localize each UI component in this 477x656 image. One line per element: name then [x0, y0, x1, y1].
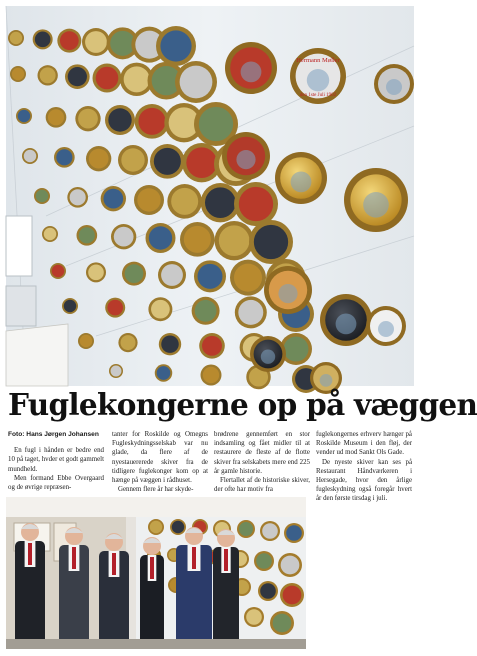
wall-plate	[254, 551, 274, 571]
wall-plate	[111, 224, 136, 249]
wall-plate	[62, 298, 78, 314]
wall-plate	[78, 333, 94, 349]
wall-plate	[38, 65, 58, 85]
article-column-3	[214, 430, 310, 494]
wall-plate	[105, 298, 125, 318]
wall-plate	[201, 365, 222, 386]
wall-plate	[270, 611, 294, 635]
wall-plate	[109, 364, 123, 378]
article-column-4	[316, 430, 412, 504]
wall-plate	[67, 187, 88, 208]
wall-plate	[320, 294, 372, 346]
wall-plate	[366, 306, 406, 346]
wall-plate	[278, 553, 302, 577]
wall-plate	[77, 225, 98, 246]
wall-plate	[42, 226, 58, 242]
wall-plate	[344, 168, 408, 232]
wall-plate	[101, 186, 126, 211]
article-column-1	[8, 430, 104, 492]
person	[59, 527, 89, 649]
wall-plate	[159, 333, 181, 355]
wall-plate	[275, 152, 327, 204]
wall-plate	[264, 266, 312, 314]
wall-plate	[284, 523, 304, 543]
wall-plate	[167, 184, 202, 219]
wall-plate	[230, 260, 266, 296]
wall-plate	[280, 583, 304, 607]
wall-plate	[57, 29, 81, 53]
plate-text-2: den 1ste Juli 1902	[299, 93, 337, 98]
plate-text-1: Hermann Møller	[296, 57, 340, 64]
wall-plate	[134, 185, 164, 215]
wall-plate	[249, 220, 293, 264]
wall-plate	[250, 336, 286, 372]
wall-plate	[46, 107, 67, 128]
wall-plate	[244, 607, 264, 627]
wall-plate	[50, 263, 66, 279]
members-photo	[6, 497, 306, 649]
paragraph: De nyeste skiver kan ses på Restaurant Håndværkeren i Hersegade, hvor den årlige fugleskydning også foregår hvert år den første tirsdag i juli.	[316, 458, 412, 503]
wall-plate	[122, 262, 146, 286]
wall-plate	[260, 521, 280, 541]
paragraph: brødrene gennemført en stor indsamling og fået midler til at restaurere de fleste af de flotte skiver fra selskabets mere end 225 år gamle historie.	[214, 431, 310, 475]
wall-plate	[148, 519, 164, 535]
wall-plate	[86, 262, 106, 282]
wall-plate	[155, 364, 173, 382]
wall-plate	[16, 108, 32, 124]
wall-plate	[118, 333, 137, 352]
article-column-2	[112, 430, 208, 494]
wall-plate	[82, 28, 110, 56]
wall-plate	[135, 104, 170, 139]
paragraph: En fugl i hånden er bedre end 10 på taget, hvder et godt gammelt mundheld.	[8, 447, 104, 473]
wall-plate	[22, 148, 38, 164]
wall-plate	[222, 132, 270, 180]
wall-plate	[180, 222, 215, 257]
wall-plate	[225, 42, 277, 94]
headline: Fuglekongerne op på væggen	[8, 387, 477, 422]
wall-plate	[215, 221, 254, 260]
wall-plate	[146, 223, 176, 253]
wall-plate	[156, 26, 196, 66]
paragraph: Flertallet af de historiske skiver, der ofte har motiv fra	[214, 477, 310, 494]
wall-plate	[75, 106, 100, 131]
wall-plate	[148, 297, 172, 321]
wall-plate	[33, 29, 53, 49]
wall-plate	[374, 64, 414, 104]
wall-plate	[194, 260, 226, 292]
wall-plate	[34, 188, 50, 204]
wall-plate	[65, 64, 90, 89]
paragraph: tanter for Roskilde og Omegns Fugleskydningsselskab var nu glade, da flere af de nyestauererede skiver fra de tidligere fuglekonger kom op at hænge på væggen i rådhuset.	[112, 431, 208, 485]
wall-plate	[10, 66, 26, 82]
wall-plate	[258, 581, 278, 601]
wall-plate	[237, 520, 255, 538]
wall-plate	[175, 61, 217, 103]
wall-of-plates-photo	[6, 6, 414, 386]
paragraph: Men formand Ebbe Overgaard og de øvrige repræsen-	[8, 474, 104, 492]
wall-plate	[54, 147, 75, 168]
photo-credit: Foto: Hans Jørgen Johansen	[8, 431, 99, 438]
wall-plate	[235, 296, 267, 328]
wall-plate	[234, 182, 278, 226]
wall-plate	[8, 30, 24, 46]
paragraph: fuglekongernes erhverv hænger på Roskilde Museum i den fløj, der vender ud mod Sankt Ols Gade.	[316, 431, 412, 457]
person	[15, 523, 45, 649]
wall-plate	[86, 146, 111, 171]
wall-plate	[199, 333, 225, 359]
paragraph: Gennem flere år har skyde-	[118, 486, 194, 494]
person	[176, 527, 212, 649]
wall-plate	[118, 145, 148, 175]
wall-plate	[192, 297, 220, 325]
wall-plate	[150, 144, 185, 179]
wall-plate	[158, 261, 186, 289]
wall-plate	[105, 105, 135, 135]
wall-plate	[170, 519, 186, 535]
wall-plate	[93, 64, 122, 93]
